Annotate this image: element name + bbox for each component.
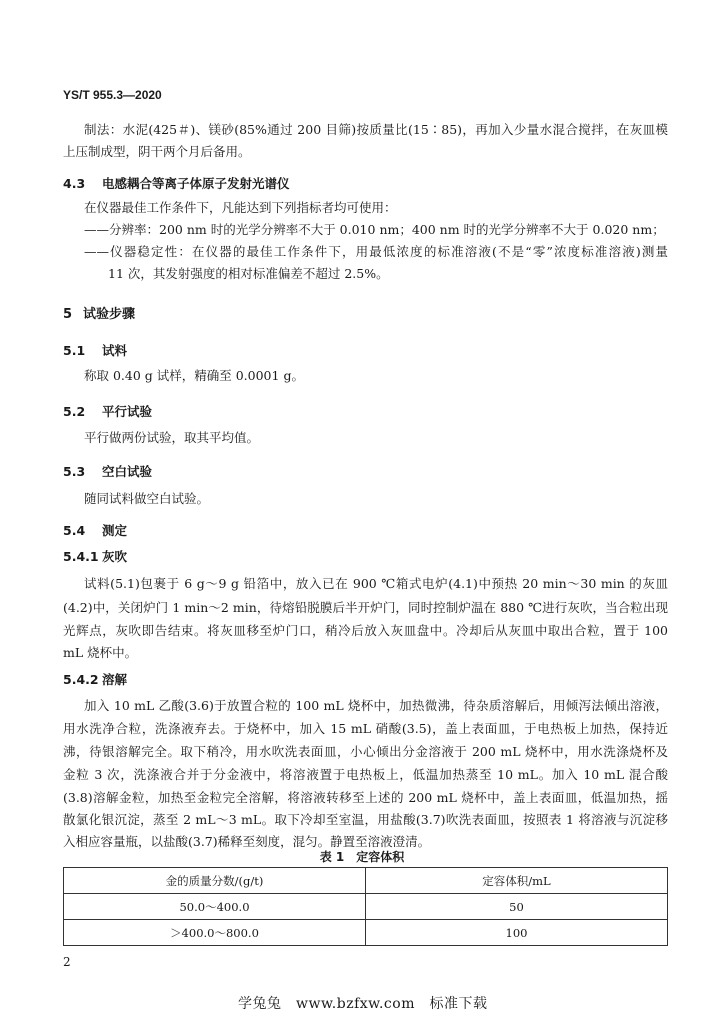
paragraph-line: (4.2)中，关闭炉门 1 min～2 min，待熔铅脱膜后半开炉门，同时控制炉温在 880 ℃进行灰吹，当合粒出现 — [63, 600, 668, 615]
paragraph-line: 用水洗净合粒，洗涤液弃去。于烧杯中，加入 15 mL 硝酸(3.5)，盖上表面皿，于电热板上加热，保持近 — [63, 721, 668, 736]
paragraph-line: 沸，待银溶解完全。取下稍冷，用水吹洗表面皿，小心倾出分金溶液于 200 mL 烧杯中，用水洗涤烧杯及 — [63, 744, 668, 759]
section-title: 平行试验 — [102, 404, 153, 419]
paragraph-line: (3.8)溶解金粒，加热至金粒完全溶解，将溶液转移至上述的 200 mL 烧杯中，盖上表面皿，低温加热，摇 — [63, 790, 668, 805]
list-item: ——仪器稳定性：在仪器的最佳工作条件下，用最低浓度的标准溶液(不是“零”浓度标准溶液)测量 — [84, 244, 668, 259]
paragraph-line: 散氯化银沉淀，蒸至 2 mL～3 mL。取下冷却至室温，用盐酸(3.7)吹洗表面皿，按照表 1 将溶液与沉淀移 — [63, 812, 668, 827]
paragraph-line: 随同试料做空白试验。 — [84, 491, 210, 506]
section-title: 试料 — [102, 343, 128, 358]
paragraph-line: 在仪器最佳工作条件下，凡能达到下列指标者均可使用： — [84, 200, 397, 215]
section-heading-5 — [63, 303, 135, 322]
section-title: 电感耦合等离子体原子发射光谱仪 — [102, 176, 290, 191]
section-heading-5-4-1 — [63, 547, 127, 565]
table-header-cell: 定容体积/mL — [366, 868, 668, 894]
paragraph-line: mL 烧杯中。 — [63, 645, 138, 660]
section-heading-5-4-2 — [63, 670, 127, 688]
section-number: 4.3 — [63, 176, 86, 191]
paragraph-line: 光辉点，灰吹即告结束。将灰皿移至炉门口，稍冷后放入灰皿盘中。冷却后从灰皿中取出合粒，置于 100 — [63, 623, 668, 638]
section-number: 5.4.2 — [63, 672, 99, 687]
paragraph-line: 试料(5.1)包裹于 6 g～9 g 铅箔中，放入已在 900 ℃箱式电炉(4.1)中预热 20 min～30 min 的灰皿 — [84, 576, 668, 591]
table-cell: 50 — [366, 894, 668, 920]
table-caption: 表 1 定容体积 — [319, 850, 405, 864]
standard-number: YS/T 955.3—2020 — [63, 88, 162, 102]
page-number: 2 — [63, 955, 71, 969]
section-heading-5-4 — [63, 521, 127, 539]
section-heading-5-1 — [63, 341, 127, 359]
section-number: 5.4 — [63, 523, 86, 538]
section-title: 空白试验 — [102, 464, 153, 479]
section-number: 5.2 — [63, 404, 86, 419]
table-header-row — [64, 868, 668, 894]
volume-table — [63, 867, 668, 946]
paragraph-line: 制法：水泥(425＃)、镁砂(85%通过 200 目筛)按质量比(15∶85)，再加入少量水混合搅拌，在灰皿模 — [84, 122, 668, 137]
paragraph-line: 加入 10 mL 乙酸(3.6)于放置合粒的 100 mL 烧杯中，加热微沸，待杂质溶解后，用倾泻法倾出溶液， — [84, 698, 668, 713]
table-cell: ＞400.0～800.0 — [64, 920, 366, 946]
section-heading-5-3 — [63, 462, 152, 480]
table-cell: 50.0～400.0 — [64, 894, 366, 920]
paragraph-line: 称取 0.40 g 试样，精确至 0.0001 g。 — [84, 368, 304, 383]
section-title: 测定 — [102, 523, 128, 538]
paragraph-line: 上压制成型，阴干两个月后备用。 — [63, 144, 251, 159]
table-header-cell: 金的质量分数/(g/t) — [64, 868, 366, 894]
watermark-text: 学兔兔 www.bzfxw.com 标准下载 — [238, 996, 488, 1012]
paragraph-line: 入相应容量瓶，以盐酸(3.7)稀释至刻度，混匀。静置至溶液澄清。 — [63, 834, 431, 849]
section-heading-5-2 — [63, 402, 152, 420]
paragraph-line: 平行做两份试验，取其平均值。 — [84, 430, 260, 445]
section-number: 5.4.1 — [63, 549, 99, 564]
table-row — [64, 894, 668, 920]
table-row — [64, 920, 668, 946]
list-item: ——分辨率：200 nm 时的光学分辨率不大于 0.010 nm；400 nm 时的光学分辨率不大于 0.020 nm； — [84, 222, 665, 237]
paragraph-line: 金粒 3 次，洗涤液合并于分金液中，将溶液置于电热板上，低温加热蒸至 10 mL。加入 10 mL 混合酸 — [63, 767, 668, 782]
section-title: 试验步骤 — [83, 307, 136, 322]
section-title: 溶解 — [102, 672, 128, 687]
section-number: 5.3 — [63, 464, 86, 479]
section-title: 灰吹 — [102, 549, 128, 564]
section-heading-4-3 — [63, 174, 290, 192]
section-number: 5 — [63, 307, 73, 322]
section-number: 5.1 — [63, 343, 86, 358]
list-item-continuation: 11 次，其发射强度的相对标准偏差不超过 2.5%。 — [108, 266, 389, 281]
table-cell: 100 — [366, 920, 668, 946]
